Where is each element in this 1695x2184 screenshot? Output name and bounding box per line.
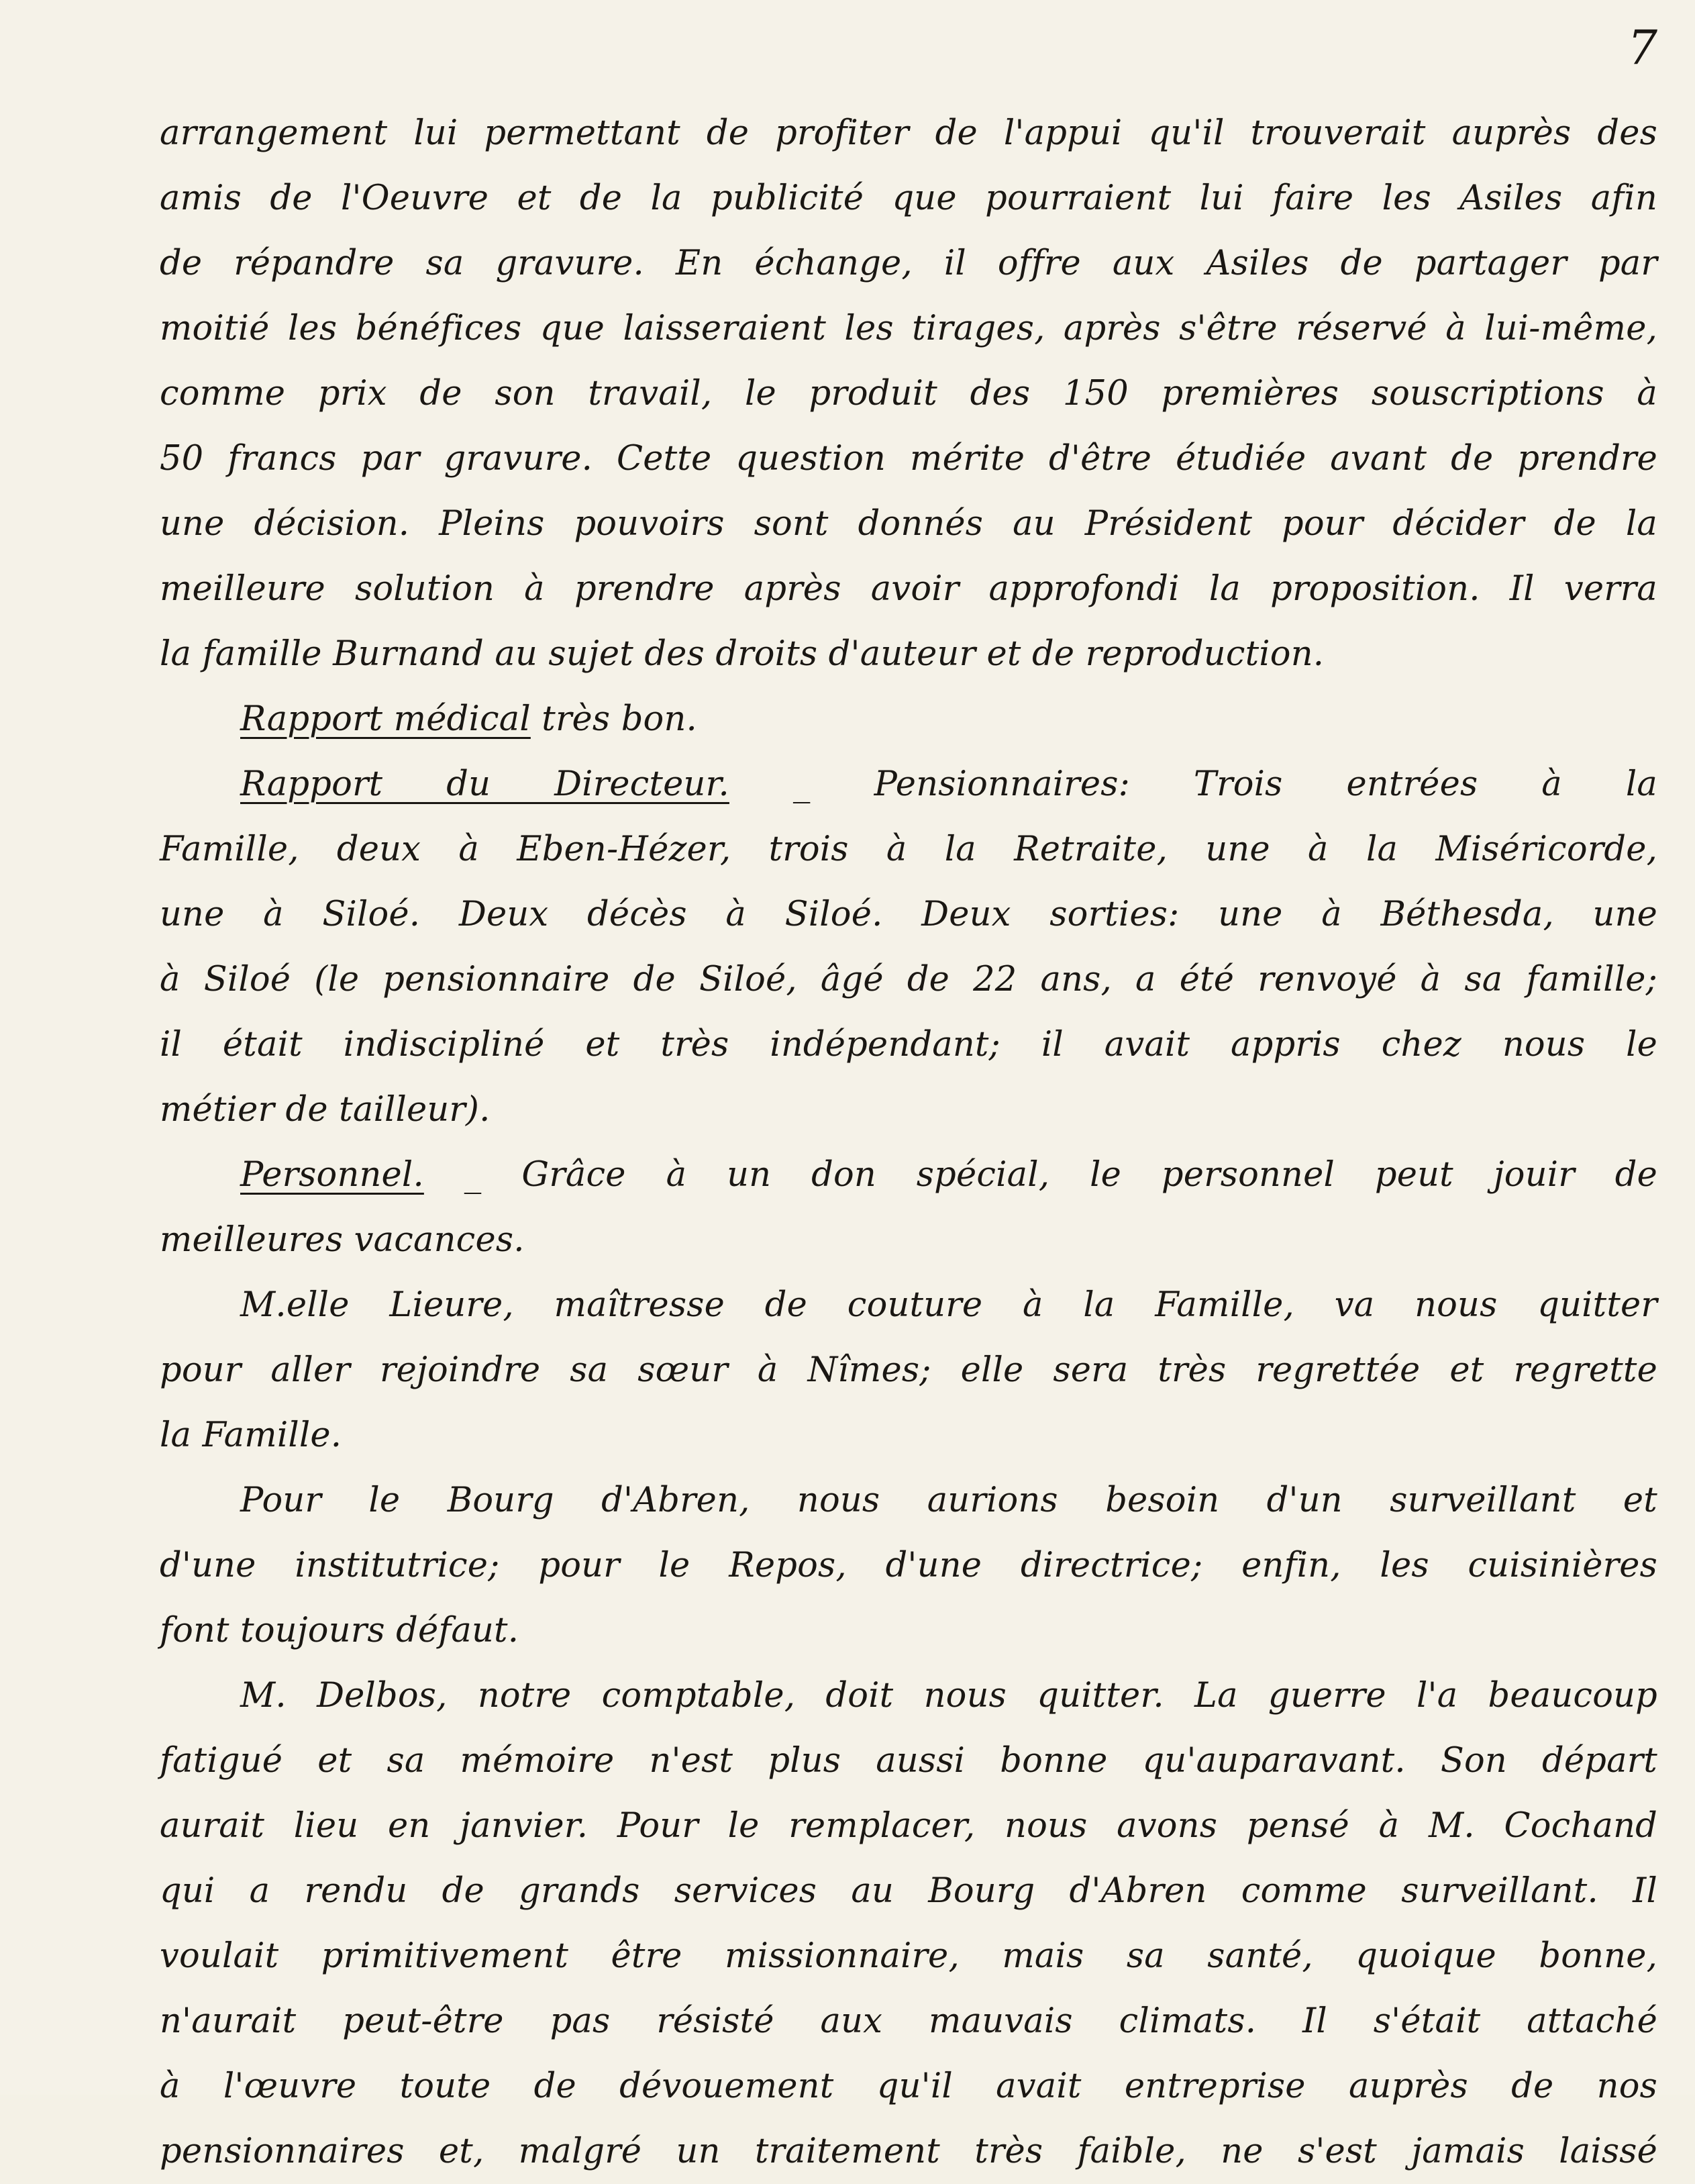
text-line: voulait primitivement être missionnaire, mais sa santé, quoique bonne, [160,1936,1657,1976]
page-number: 7 [1627,20,1657,75]
text-line: font toujours défaut. [160,1611,519,1650]
text-line: fatigué et sa mémoire n'est plus aussi bonne qu'auparavant. Son départ [160,1741,1657,1781]
text-line: aurait lieu en janvier. Pour le remplacer, nous avons pensé à M. Cochand [160,1806,1657,1846]
rapport-directeur-text: _ Pensionnaires: Trois entrées à la [729,764,1657,804]
text-line: amis de l'Oeuvre et de la publicité que pourraient lui faire les Asiles afin [160,179,1657,218]
text-line: 50 francs par gravure. Cette question mérite d'être étudiée avant de prendre [160,439,1657,479]
paragraph-first-line: Pour le Bourg d'Abren, nous aurions besoin d'un surveillant et [240,1481,1657,1520]
text-line: à Siloé (le pensionnaire de Siloé, âgé de 22 ans, a été renvoyé à sa famille; [160,960,1657,999]
text-line: une décision. Pleins pouvoirs sont donnés au Président pour décider de la [160,504,1657,544]
text-line: à l'œuvre toute de dévouement qu'il avait entreprise auprès de nos [160,2067,1657,2106]
text-line: qui a rendu de grands services au Bourg d'Abren comme surveillant. Il [160,1871,1657,1911]
text-line: comme prix de son travail, le produit des 150 premières souscriptions à [160,374,1657,413]
text-line: métier de tailleur). [160,1090,491,1130]
handwritten-text-block [160,101,1657,2184]
text-line: Famille, deux à Eben-Hézer, trois à la Retraite, une à la Miséricorde, [160,830,1657,869]
text-line: d'une institutrice; pour le Repos, d'une directrice; enfin, les cuisinières [160,1546,1657,1585]
text-line: arrangement lui permettant de profiter de l'appui qu'il trouverait auprès des [160,113,1657,153]
text-line: de répandre sa gravure. En échange, il offre aux Asiles de partager par [160,244,1657,283]
text-line: meilleures vacances. [160,1220,525,1260]
text-line: pour aller rejoindre sa sœur à Nîmes; elle sera très regrettée et regrette [160,1350,1657,1390]
section-heading-personnel: Personnel. [240,1155,424,1195]
section-heading-rapport-medical: Rapport médical [240,699,531,739]
personnel-line [160,1142,1657,1207]
text-line: meilleure solution à prendre après avoir approfondi la proposition. Il verra [160,569,1657,609]
text-line: pensionnaires et, malgré un traitement très faible, ne s'est jamais laissé [160,2132,1657,2171]
rapport-medical-line [160,687,1657,752]
rapport-medical-text: très bon. [530,699,697,739]
personnel-text: _ Grâce à un don spécial, le personnel peut jouir de [423,1155,1657,1195]
text-line: une à Siloé. Deux décès à Siloé. Deux sorties: une à Béthesda, une [160,895,1657,934]
text-line: n'aurait peut-être pas résisté aux mauvais climats. Il s'était attaché [160,2001,1657,2041]
text-line: moitié les bénéfices que laisseraient les tirages, après s'être réservé à lui-même, [160,309,1657,348]
text-line: la famille Burnand au sujet des droits d'auteur et de reproduction. [160,634,1325,674]
paragraph-first-line: M. Delbos, notre comptable, doit nous quitter. La guerre l'a beaucoup [240,1676,1657,1716]
rapport-directeur-line [160,752,1657,817]
paragraph-first-line: M.elle Lieure, maîtresse de couture à la Famille, va nous quitter [240,1285,1657,1325]
text-line: il était indiscipliné et très indépendant; il avait appris chez nous le [160,1025,1657,1064]
text-line: la Famille. [160,1416,342,1455]
section-heading-rapport-directeur: Rapport du Directeur. [240,764,729,804]
